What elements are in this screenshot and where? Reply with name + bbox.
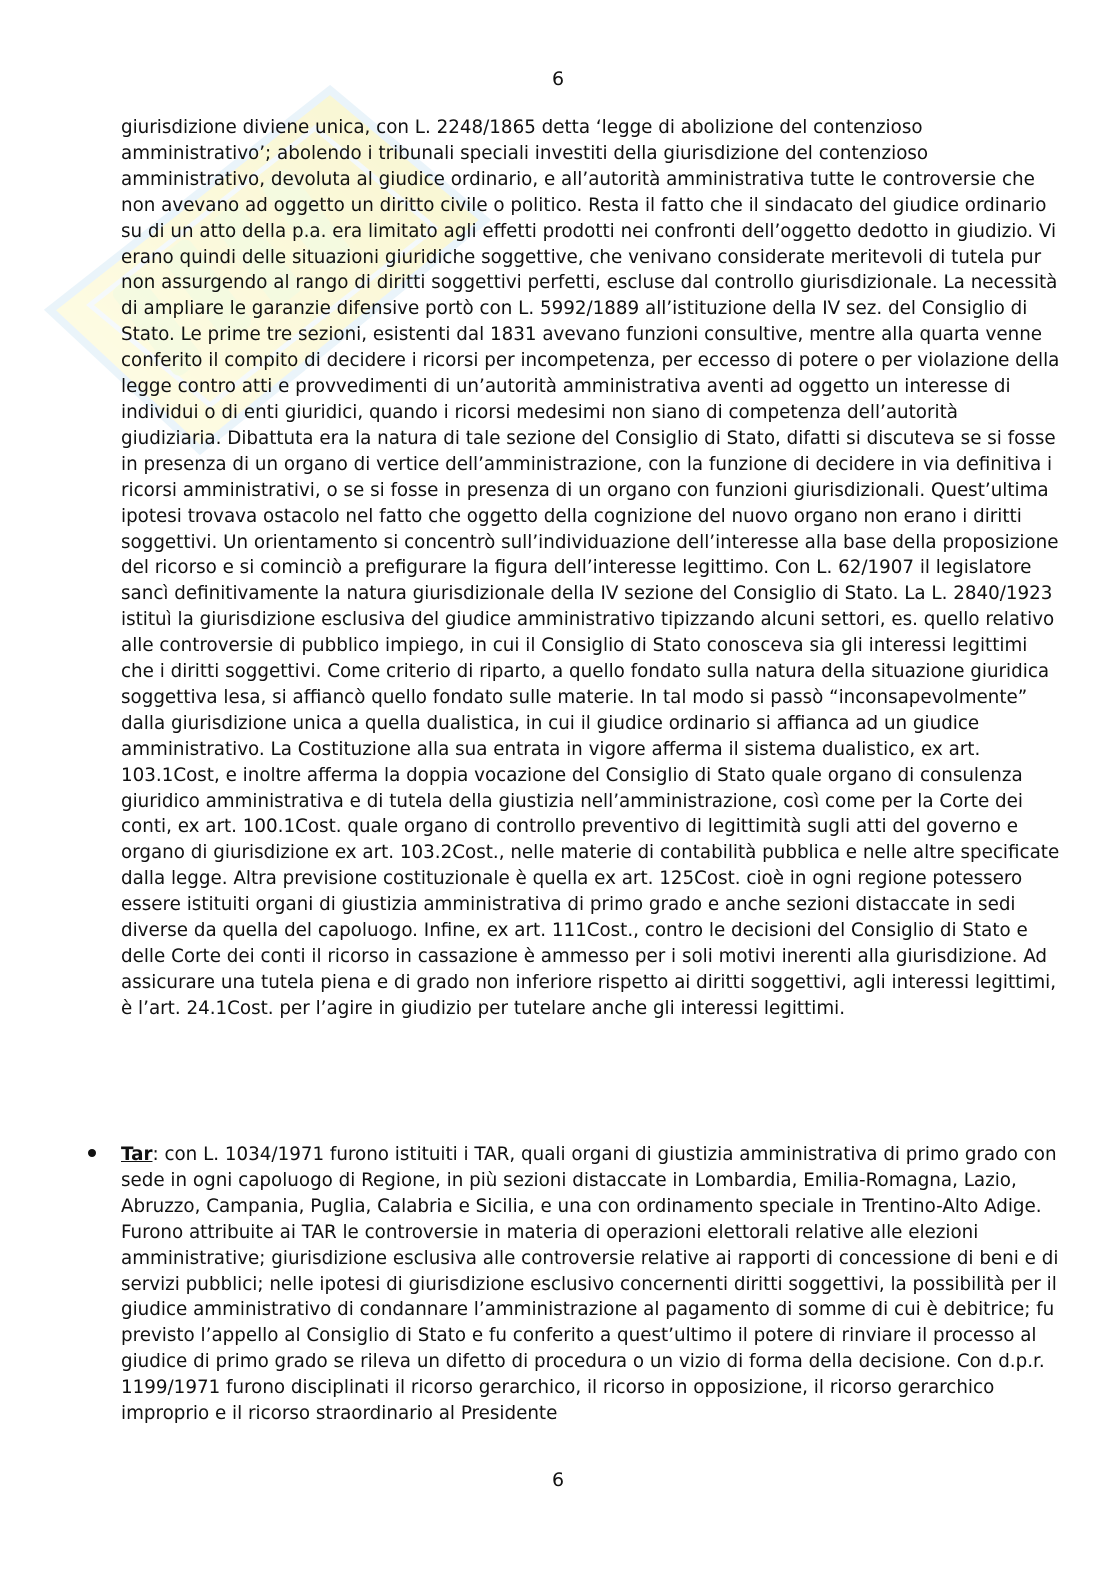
page-number-bottom: 6 xyxy=(551,1469,565,1491)
bullet-body: : con L. 1034/1971 furono istituiti i TAR, quali organi di giustizia amministrativa di primo grado con sede in ogni capoluogo di Regione, in più sezioni distaccate in Lombardia, Emilia-Romagna, Lazio, Abruzzo, Campania, Puglia, Calabria e Sicilia, e una con ordinamento speciale in Trentino-Alto Adige. Furono attribuite ai TAR le controversie in materia di operazioni elettorali relative alle elezioni amministrative; giurisdizione esclusiva alle controversie relative ai rapporti di concessione di beni e di servizi pubblici; nelle ipotesi di giurisdizione esclusivo concernenti diritti soggettivi, la possibilità per il giudice amministrativo di condannare l’amministrazione al pagamento di somme di cui è debitrice; fu previsto l’appello al Consiglio di Stato e fu conferito a quest’ultimo il potere di rinviare il processo al giudice di primo grado se rileva un difetto di procedura o un vizio di forma della decisione. Con d.p.r. 1199/1971 furono disciplinati il ricorso gerarchico, il ricorso in opposizione, il ricorso gerarchico improprio e il ricorso straordinario al Presidente xyxy=(121,1144,1059,1425)
bullet-dot-icon xyxy=(88,1149,96,1157)
bullet-item-tar xyxy=(88,1142,1061,1427)
body-paragraph: giurisdizione diviene unica, con L. 2248/1865 detta ‘legge di abolizione del contenzioso amministrativo’; abolendo i tribunali speciali investiti della giurisdizione del contenzioso amministrativo, devoluta al giudice ordinario, e all’autorità amministrativa tutte le controversie che non avevano ad oggetto un diritto civile o politico. Resta il fatto che il sindacato del giudice ordinario su di un atto della p.a. era limitato agli effetti prodotti nei confronti dell’oggetto dedotto in giudizio. Vi erano quindi delle situazioni giuridiche soggettive, che venivano considerate meritevoli di tutela pur non assurgendo al rango di diritti soggettivi perfetti, escluse dal controllo giurisdizionale. La necessità di ampliare le garanzie difensive portò con L. 5992/1889 all’istituzione della IV sez. del Consiglio di Stato. Le prime tre sezioni, esistenti dal 1831 avevano funzioni consultive, mentre alla quarta venne conferito il compito di decidere i ricorsi per incompetenza, per eccesso di potere o per violazione della legge contro atti e provvedimenti di un’autorità amministrativa aventi ad oggetto un interesse di individui o di enti giuridici, quando i ricorsi medesimi non siano di competenza dell’autorità giudiziaria. Dibattuta era la natura di tale sezione del Consiglio di Stato, difatti si discuteva se si fosse in presenza di un organo di vertice dell’amministrazione, con la funzione di decidere in via definitiva i ricorsi amministrativi, o se si fosse in presenza di un organo con funzioni giurisdizionali. Quest’ultima ipotesi trovava ostacolo nel fatto che oggetto della cognizione del nuovo organo non erano i diritti soggettivi. Un orientamento si concentrò sull’individuazione dell’interesse alla base della proposizione del ricorso e si cominciò a prefigurare la figura dell’interesse legittimo. Con L. 62/1907 il legislatore sancì definitivamente la natura giurisdizionale della IV sezione del Consiglio di Stato. La L. 2840/1923 istituì la giurisdizione esclusiva del giudice amministrativo tipizzando alcuni settori, es. quello relativo alle controversie di pubblico impiego, in cui il Consiglio di Stato conosceva sia gli interessi legittimi che i diritti soggettivi. Come criterio di riparto, a quello fondato sulla natura della situazione giuridica soggettiva lesa, si affiancò quello fondato sulle materie. In tal modo si passò “inconsapevolmente” dalla giurisdizione unica a quella dualistica, in cui il giudice ordinario si affianca ad un giudice amministrativo. La Costituzione alla sua entrata in vigore afferma il sistema dualistico, ex art. 103.1Cost, e inoltre afferma la doppia vocazione del Consiglio di Stato quale organo di consulenza giuridico amministrativa e di tutela della giustizia nell’amministrazione, così come per la Corte dei conti, ex art. 100.1Cost. quale organo di controllo preventivo di legittimità sugli atti del governo e organo di giurisdizione ex art. 103.2Cost., nelle materie di contabilità pubblica e nelle altre specificate dalla legge. Altra previsione costituzionale è quella ex art. 125Cost. cioè in ogni regione potessero essere istituiti organi di giustizia amministrativa di primo grado e anche sezioni distaccate in sedi diverse da quella del capoluogo. Infine, ex art. 111Cost., contro le decisioni del Consiglio di Stato e delle Corte dei conti il ricorso in cassazione è ammesso per i soli motivi inerenti alla giurisdizione. Ad assicurare una tutela piena e di grado non inferiore rispetto ai diritti soggettivi, agli interessi legittimi, è l’art. 24.1Cost. per l’agire in giudizio per tutelare anche gli interessi legittimi. xyxy=(121,117,1060,1019)
page-number-top: 6 xyxy=(551,68,565,90)
bullet-title: Tar xyxy=(121,1144,153,1165)
bullet-paragraph xyxy=(121,1142,1061,1427)
